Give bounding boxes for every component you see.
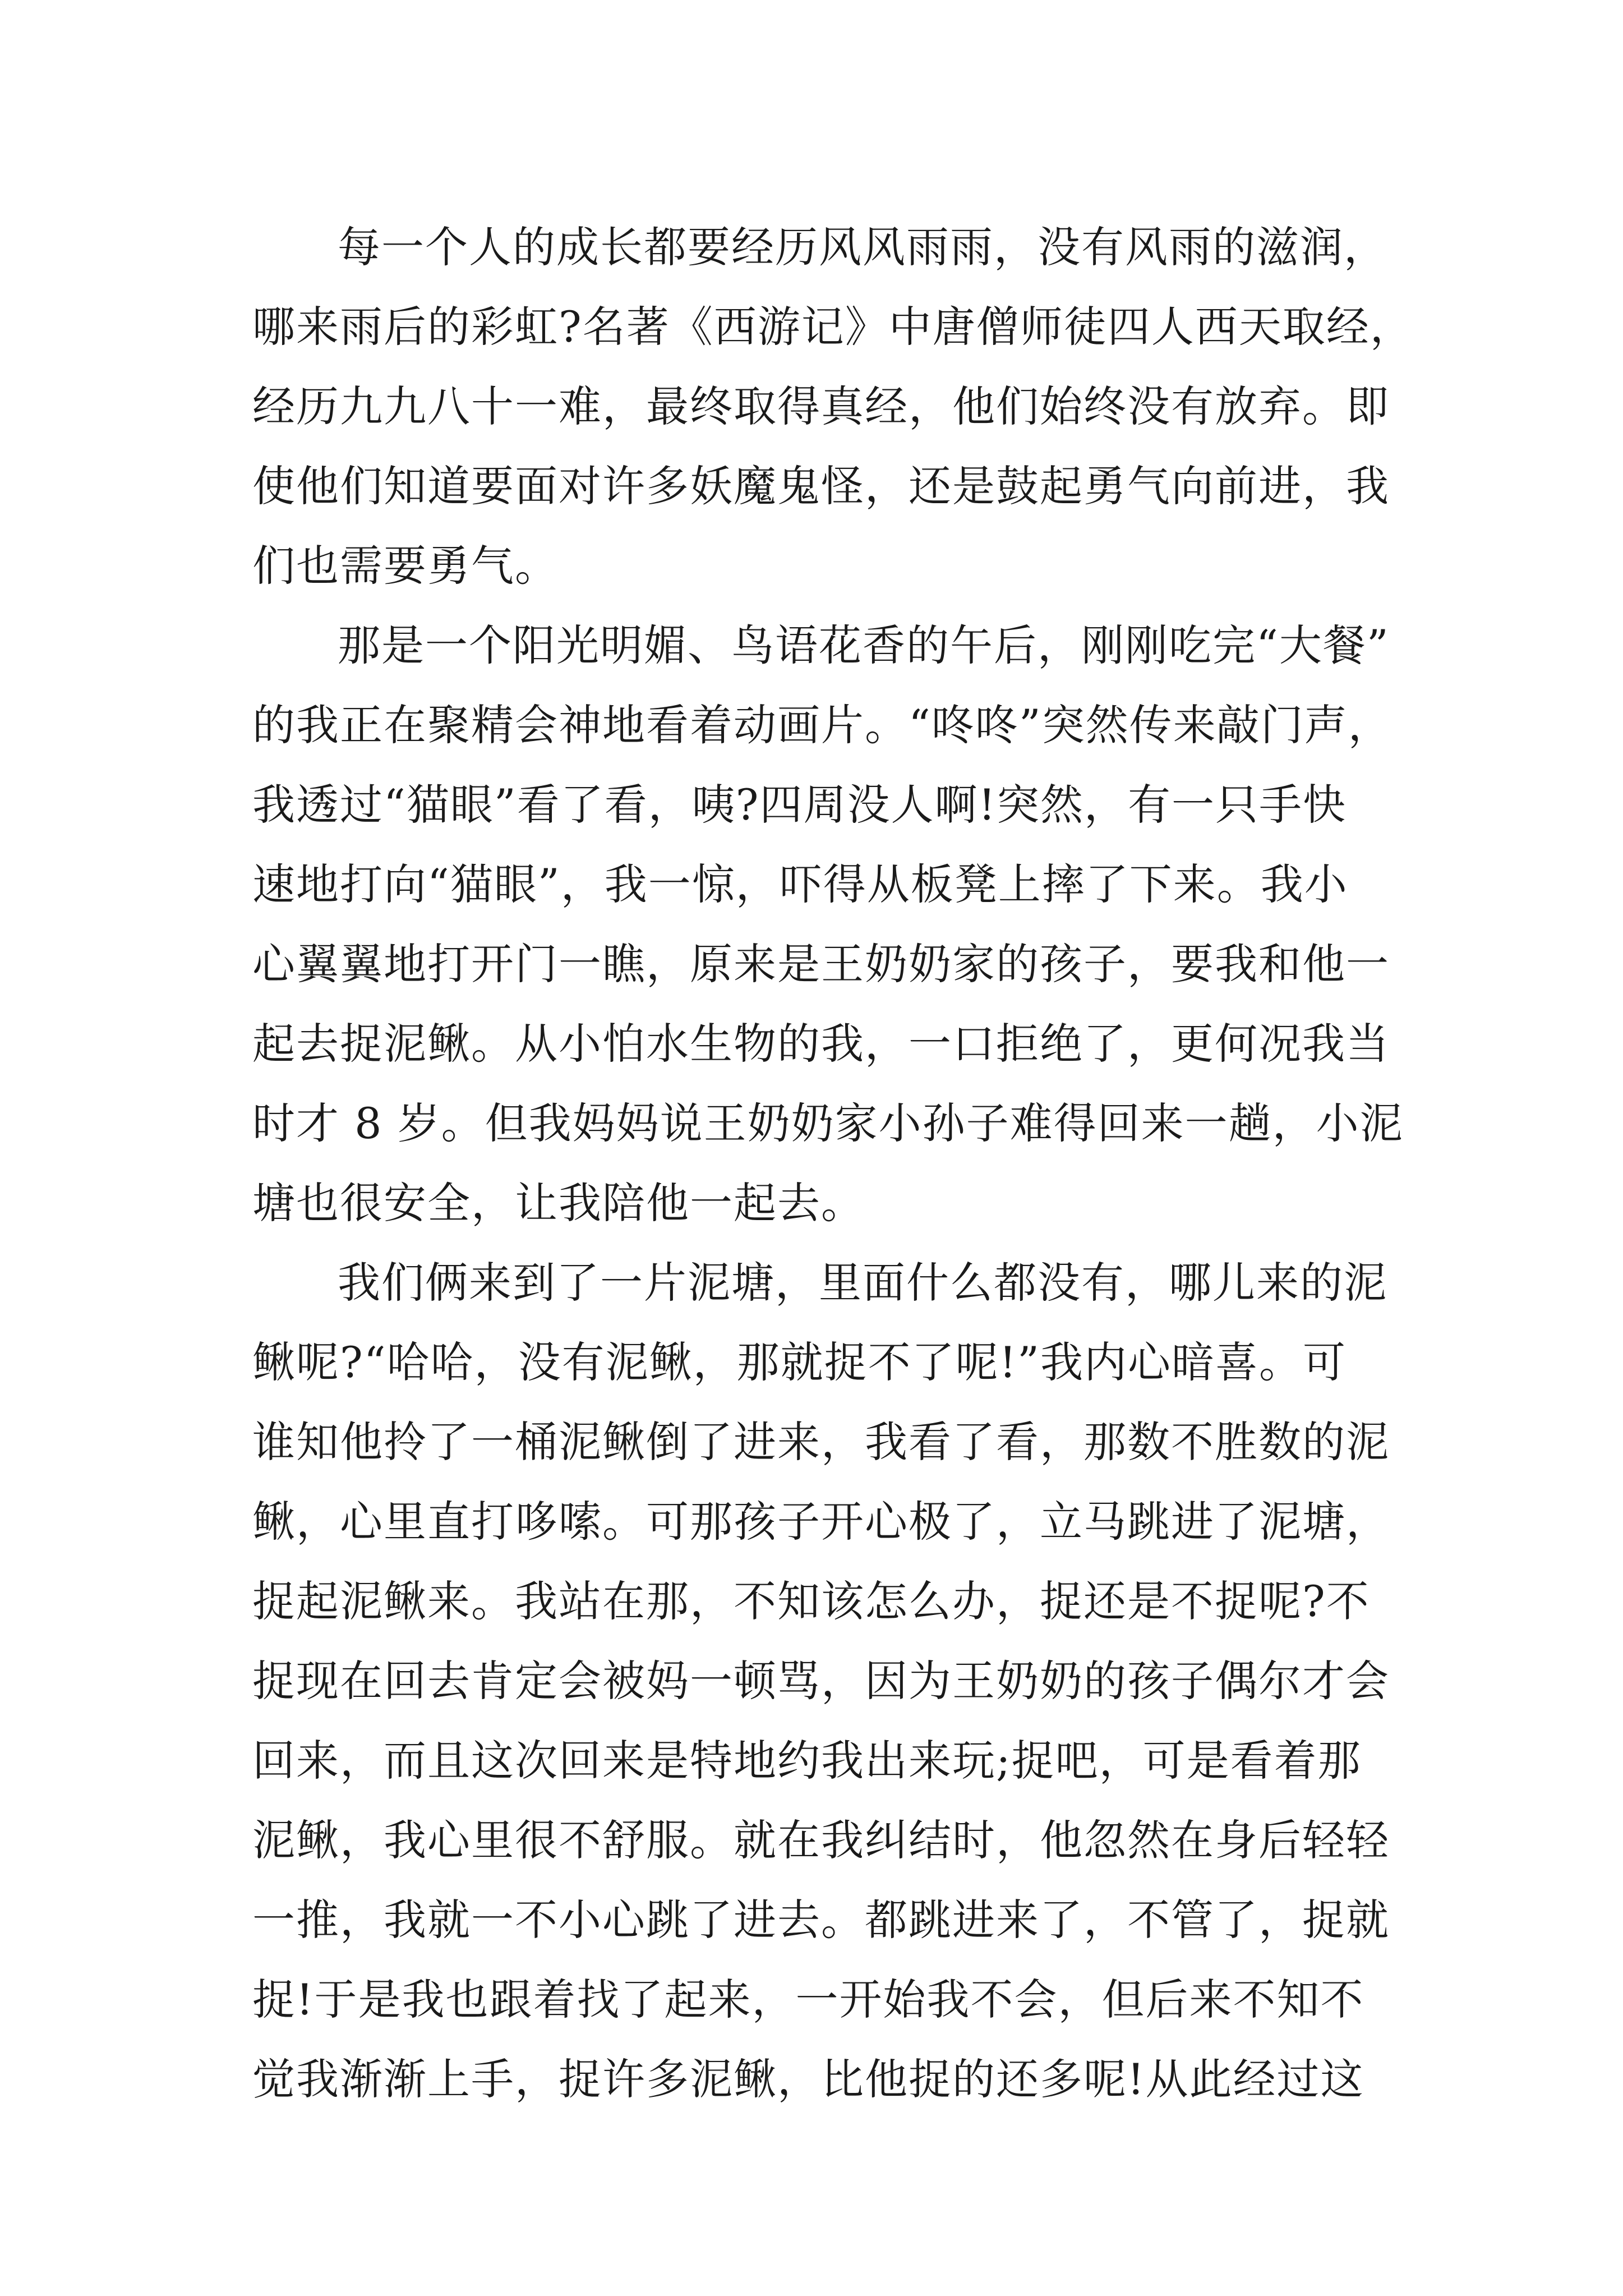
paragraph-2-line-4: 速地打向“猫眼”，我一惊，吓得从板凳上摔了下来。我小	[252, 859, 1348, 909]
paragraph-3-line-8: 泥鳅，我心里很不舒服。就在我纠结时，他忽然在身后轻轻	[252, 1815, 1390, 1865]
paragraph-1-line-5: 们也需要勇气。	[252, 541, 559, 591]
paragraph-3-line-11: 觉我渐渐上手，捉许多泥鳅，比他捉的还多呢!从此经过这	[252, 2054, 1364, 2104]
paragraph-1-line-2: 哪来雨后的彩虹?名著《西游记》中唐僧师徒四人西天取经，	[252, 302, 1414, 352]
paragraph-3-line-3: 谁知他拎了一桶泥鳅倒了进来，我看了看，那数不胜数的泥	[252, 1417, 1390, 1467]
paragraph-2-line-7: 时才 8 岁。但我妈妈说王奶奶家小孙子难得回来一趟，小泥	[252, 1098, 1404, 1148]
body-text	[252, 208, 1430, 2119]
paragraph-2-line-5: 心翼翼地打开门一瞧，原来是王奶奶家的孩子，要我和他一	[252, 939, 1390, 989]
paragraph-2-line-1: 那是一个阳光明媚、鸟语花香的午后，刚刚吃完“大餐”	[338, 620, 1390, 670]
paragraph-2-line-8: 塘也很安全，让我陪他一起去。	[252, 1178, 865, 1228]
paragraph-2-line-3: 我透过“猫眼”看了看，咦?四周没人啊!突然，有一只手快	[252, 780, 1347, 830]
paragraph-1-line-3: 经历九九八十一难，最终取得真经，他们始终没有放弃。即	[252, 381, 1390, 431]
paragraph-3-line-1: 我们俩来到了一片泥塘，里面什么都没有，哪儿来的泥	[338, 1258, 1387, 1308]
paragraph-2-line-2: 的我正在聚精会神地看着动画片。“咚咚”突然传来敲门声，	[252, 700, 1392, 750]
paragraph-3-line-6: 捉现在回去肯定会被妈一顿骂，因为王奶奶的孩子偶尔才会	[252, 1656, 1390, 1706]
paragraph-3-line-9: 一推，我就一不小心跳了进去。都跳进来了，不管了，捉就	[252, 1895, 1390, 1945]
paragraph-3-line-7: 回来，而且这次回来是特地约我出来玩;捉吧，可是看着那	[252, 1736, 1362, 1786]
paragraph-3-line-4: 鳅，心里直打哆嗦。可那孩子开心极了，立马跳进了泥塘，	[252, 1497, 1390, 1547]
paragraph-3-line-10: 捉!于是我也跟着找了起来，一开始我不会，但后来不知不	[252, 1975, 1364, 2024]
paragraph-3-line-5: 捉起泥鳅来。我站在那，不知该怎么办，捉还是不捉呢?不	[252, 1576, 1370, 1626]
paragraph-1-line-1: 每一个人的成长都要经历风风雨雨，没有风雨的滋润，	[338, 222, 1387, 272]
paragraph-3-line-2: 鳅呢?“哈哈，没有泥鳅，那就捉不了呢!”我内心暗喜。可	[252, 1337, 1347, 1387]
paragraph-2-line-6: 起去捉泥鳅。从小怕水生物的我，一口拒绝了，更何况我当	[252, 1019, 1390, 1069]
paragraph-1-line-4: 使他们知道要面对许多妖魔鬼怪，还是鼓起勇气向前进，我	[252, 461, 1390, 511]
